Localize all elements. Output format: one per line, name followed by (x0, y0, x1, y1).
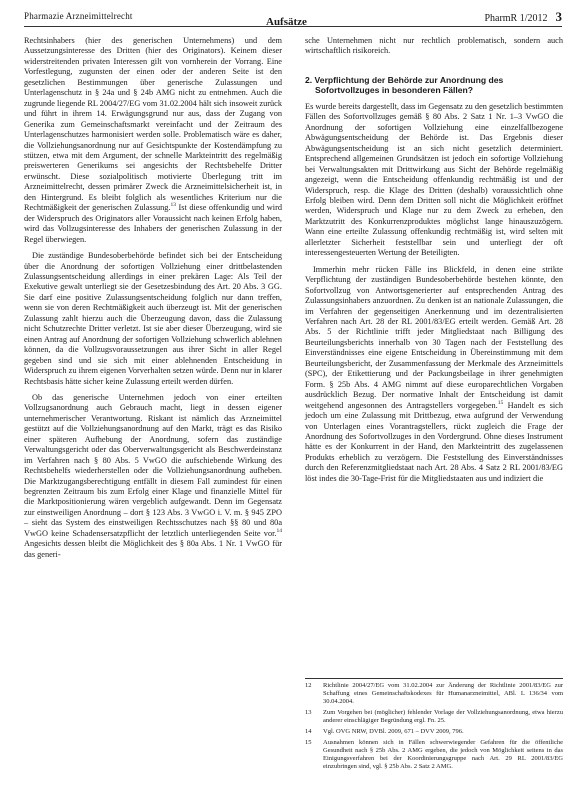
journal-name: Pharmazie Arzneimittelrecht (24, 11, 133, 21)
paragraph: Rechtsinhabers (hier des generischen Unternehmens) und dem Aussetzungsinteresse des Dritten (hier des Originators). Keinem dieser widerstreitenden privaten Interessen gilt von vornherein der Vorrang. Eine Vorfestlegung, zugunsten der einen oder der anderen Seite ist den gesetzlichen Bestimmungen über generische Zulassungen und Unterlagenschutz in § 24a und § 24b AMG nicht zu entnehmen. Auch die zugrunde liegende RL 2004/27/EG vom 31.02.2004 hält sich insoweit zurück und führt in ihrem 14. Erwägungsgrund nur aus, dass der Zugang von Generika zum Gemeinschaftsmarkt vereinfacht und der Zeitraum des Unterlagenschutzes harmonisiert werden solle. Problematisch wäre es daher, die Vollziehungsanordnung nur auf Gesichtspunkte der Kostendämpfung zu stützen, etwa mit dem Argument, der schnelle Markteintritt des regelmäßig preiswerteren Generikums sei angesichts der Rechtsbehelfe Dritter erwünscht. Diese sozialpolitisch motivierte Überlegung tritt im Arzneimittelrecht, dessen primärer Zweck die Arzneimittelsicherheit ist, in den Hintergrund. Es bleibt folglich als wesentliches Kriterium nur die Rechtmäßigkeit der generischen Zulassung.$^{13}$ Ist diese offenkundig und wird der Widerspruch des Originators aller Voraussicht nach keinen Erfolg haben, wird das Vollzugsinteresse des Inhabers der generischen Zulassung in der Regel überwiegen. (24, 36, 282, 244)
footnote-ref: 14 (276, 528, 282, 535)
footnote: 14 Vgl. OVG NRW, DVBl. 2009, 671 – DVV 2009, 796. (305, 728, 464, 735)
footnote-ref: 15 (497, 399, 504, 406)
paragraph: Ob das generische Unternehmen jedoch von einer erteilten Vollzugsanordnung auch Gebrauch macht, liegt in dessen eigener unternehmerischer Verantwortung. Riskant ist nämlich das Arzneimittel gestützt auf die Vollziehungsanordnung auf den Markt, trägt es das Risiko einer späteren Aufhebung der Anordnung, sofern das zuständige Verwaltungsgericht oder das Oberverwaltungsgericht als Beschwerdeinstanz im Verfahren nach § 80 Abs. 5 VwGO die aufschiebende Wirkung des Rechtsbehelfs wiederherstellen oder die Vollziehungsanordnung aufheben. Die Marktzugangsberechtigung entfällt in diesem Fall zumindest für einen begrenzten Zeitraum bis zum Erfolg einer Klage und finanzielle Mittel für die Marktpositionierung wären vergeblich aufgewandt. Denn im Gegensatz zur einstweiligen Anordnung – dort § 123 Abs. 3 VwGO i. V. m. § 945 ZPO – sieht das System des einstweiligen Rechtsschutzes nach §§ 80 und 80a VwGO keine Schadensersatzpflicht der letztlich unterliegenden Seite vor.$^{14}$ Angesichts dessen bleibt die Möglichkeit des § 80a Abs. 1 Nr. 1 VwGO für das generi- (24, 392, 282, 559)
section-title: Aufsätze (266, 16, 307, 28)
paragraph: Die zuständige Bundesoberbehörde befindet sich bei der Entscheidung über die Anordnung der sofortigen Vollziehung einer drittbelastenden Zulassungsentscheidung allerdings in einer prekären Lage: Als Teil der Exekutive gewalt unterliegt sie der Gesetzesbindung des Art. 20 Abs. 3 GG. Sie darf eine positive Zulassungsentscheidung folglich nur dann treffen, wenn sie von deren Rechtmäßigkeit auch überzeugt ist. Mit der generischen Zulassung zahlt hierzu auch die Überzeugung davon, dass die Zulassung nicht Schutzrechte Dritter verletzt. Ist sie aber dieser Überzeugung, wird sie einen Antrag auf Anordnung der sofortigen Vollziehung schwerlich ablehnen können, da die Vollzugsvoraussetzungen aus ihrer Sicht in aller Regel gegeben sind und sie sich mit einer ablehnenden Entscheidung in Widerspruch zu ihrem eigenen Vorverhalten setzen würde. Denn nur in klarer Rechtsbasis hätte sicher keine Zulassung erteilt werden dürfen. (24, 251, 282, 386)
page-number: 3 (555, 9, 562, 24)
footnote-ref: 13 (170, 202, 176, 209)
left-column (24, 36, 282, 566)
section-heading: 2. Verpflichtung der Behörde zur Anordnung des Sofortvollzuges in besonderen Fällen? (305, 74, 504, 96)
issue-and-page (484, 9, 562, 25)
footnotes (305, 678, 563, 774)
footnote: 15 Ausnahmen können sich in Fällen schwerwiegender Gefahren für die öffentliche Gesundheit nach § 25b Abs. 2 AMG ergeben, die jedoch von Möglichkeit seitens in das Einigungsverfahren bei der Koordinierungsgruppe nach Art. 29 RL 2001/83/EG einzubringen sind, vgl. § 25b Abs. 2 Satz 2 AMG. (305, 739, 563, 770)
footnote: 12 Richtlinie 2004/27/EG vom 31.02.2004 zur Änderung der Richtlinie 2001/83/EG zur Schaffung eines Gemeinschaftskodexes für Humanarzneimittel, ABl. L 136/34 vom 30.04.2004. (305, 682, 563, 705)
paragraph: Immerhin mehr rücken Fälle ins Blickfeld, in denen eine strikte Verpflichtung der zuständigen Bundesoberbehörde bestehen könnte, den Sofortvollzug von Antwortsgenerierter auf entsprechenden Antrag des Zulassungsinhabers anzuordnen. Zu denken ist an nationale Zulassungen, die im Verfahren der gegenseitigen Anerkennung und im dezentralisierten Verfahren nach Art. 28 der RL 2001/83/EG erteilt werden. Gemäß Art. 28 Abs. 5 der Richtlinie trifft jeder Mitgliedstaat nach Billigung des Beurteilungsberichts innerhalb von 30 Tagen nach der Feststellung des Einverständnisses eine eigene Entscheidung in Übereinstimmung mit dem Beurteilungsbericht, der Zusammenfassung der Merkmale des Arzneimittels (SPC), der Etikettierung und der Packungsbeilage in ihrer genehmigten Form. § 25b Abs. 4 AMG nimmt auf diese europarechtlichen Vorgaben ausdrücklich Bezug. Der normative Inhalt der Entscheidung ist damit weitgehend angesonnen des Antragstellers vorgegeben.$^{15}$ Handelt es sich jedoch um eine Zulassung mit Drittbezug, etwa aufgrund der Verwendung von Unterlagen eines Vorantragstellers, rückt zugleich die Frage der Anordnung des Sofortvollzuges in den Vordergrund. Ohne dieses Instrument hätte es der Konkurrent in der Hand, den Markteintritt des zugelassenen Produkts erheblich zu verzögern. Die Feststellung des Einverständnisses durch den Referenzmitgliedstaat nach Art. 28 Abs. 4 Satz 2 RL 2001/83/EG löst indes die 30-Tage-Frist für die Mitgliedstaaten aus und indiziert die (305, 264, 563, 483)
page-header (24, 8, 562, 27)
right-column (305, 36, 563, 490)
paragraph: sche Unternehmen nicht nur rechtlich problematisch, sondern auch wirtschaftlich risikoreich. (305, 36, 563, 56)
issue-label: PharmR 1/2012 (484, 13, 548, 24)
paragraph: Es wurde bereits dargestellt, dass im Gegensatz zu den gesetzlich bestimmten Fällen des Sofortvollzuges gemäß § 80 Abs. 2 Satz 1 Nr. 1–3 VwGO die Anordnung der sofortigen Vollziehung eine einzelfallbezogene Abwägungsentscheidung der Behörde ist. Das Ergebnis dieser Abwägungsentscheidung ist an sich nicht gesetzlich determiniert. Entsprechend allgemeinen Grundsätzen ist jedoch ein sofortige Vollziehung bei Verwaltungsakten mit Drittwirkung aus Sicht der Behörde regelmäßig angezeigt, wenn die Entscheidung offenkundig rechtmäßig ist und der Widerspruch, resp. die Klage des Dritten (deshalb) voraussichtlich ohne Erfolg bleiben wird. Denn dem Dritten soll nicht die Möglichkeit eröffnet werden, Widerspruch und Klage nur zu dem Zweck zu erheben, den Marktzutritt des Konkurrenzproduktes möglichst lange hinauszuzögern. Wann eine erteilte Zulassung offenkundig rechtmäßig ist, wird selten mit allerletzter Sicherheit feststellbar sein und unterliegt der oft interessengesteuerten Wertung der Beteiligten. (305, 101, 563, 258)
footnote: 13 Zum Vorgehen bei (möglicher) fehlender Vorlage der Vollziehungsanordnung, etwa hierzu anderer einschlägiger Begründung ergl. Fn. 25. (305, 709, 563, 724)
